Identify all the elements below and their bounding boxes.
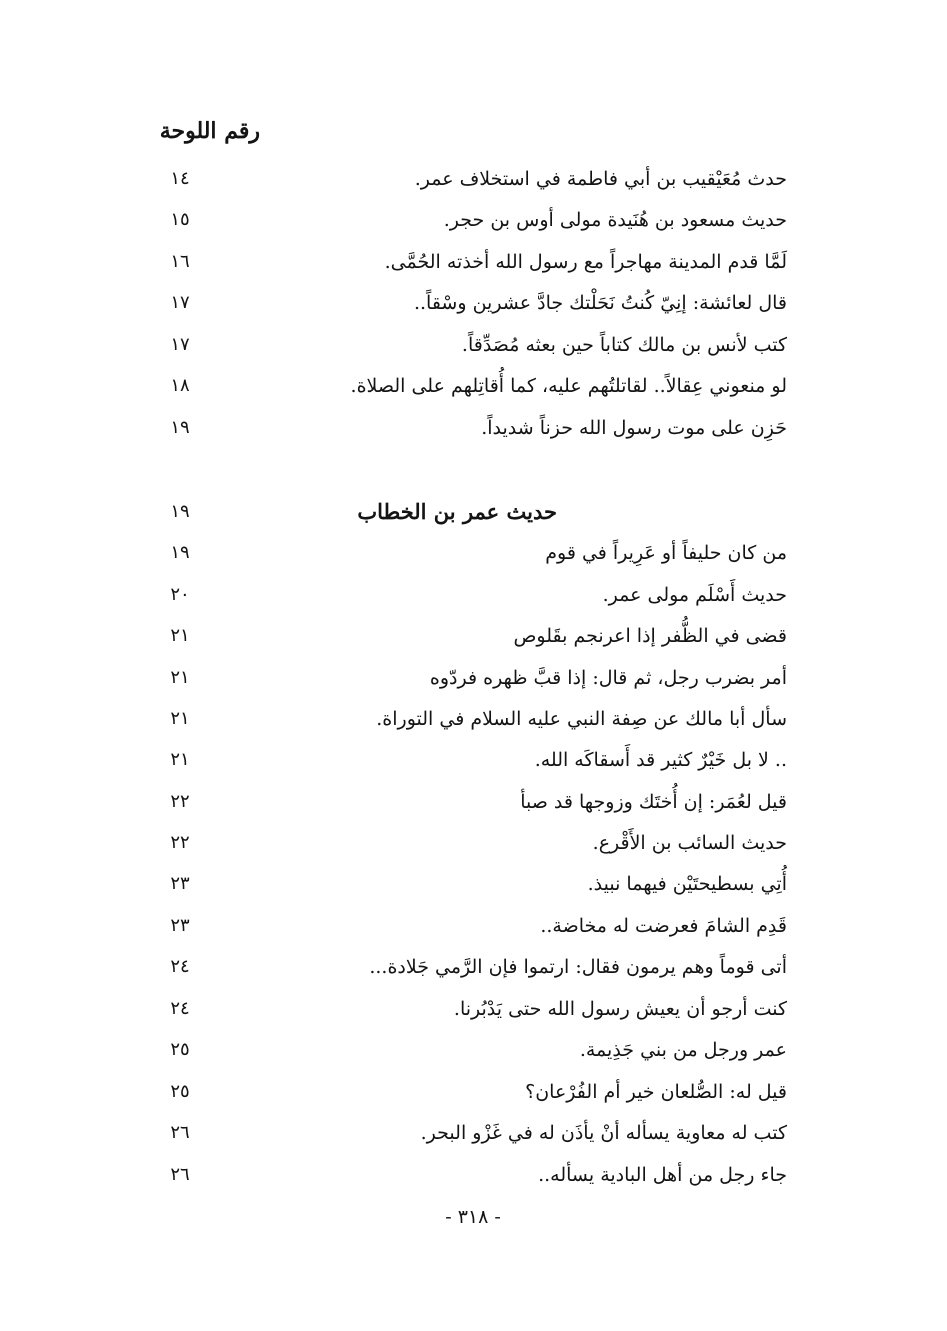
entry-title: أمر بضرب رجل، ثم قال: إذا قبَّ ظهره فردّوه — [429, 667, 787, 689]
entry-title: من كان حليفاً أو عَرِيراً في قوم — [545, 542, 787, 564]
entry-title: حدث مُعَيْقيب بن أبي فاطمة في استخلاف عمر. — [414, 168, 787, 190]
list-item — [0, 368, 947, 404]
list-item — [0, 202, 947, 238]
list-item — [0, 991, 947, 1027]
plate-number: ٢٥ — [170, 1081, 190, 1102]
list-item — [0, 410, 947, 446]
list-item — [0, 285, 947, 321]
entry-title: قال لعائشة: إنِيّ كُنتُ نَحَلْتك جادَّ عشرين وسْقاً.. — [413, 292, 787, 314]
entry-title: أتى قوماً وهم يرمون فقال: ارتموا فإن الرَّمي جَلادة... — [369, 956, 787, 978]
list-item — [0, 1074, 947, 1110]
plate-number: ٢٤ — [170, 998, 190, 1019]
plate-number: ٢٢ — [170, 791, 190, 812]
entry-title: حَزِن على موت رسول الله حزناً شديداً. — [481, 417, 787, 439]
list-item — [0, 701, 947, 737]
plate-number: ٢٥ — [170, 1039, 190, 1060]
entry-title: قَدِم الشامَ فعرضت له مخاضة.. — [540, 915, 787, 937]
entry-title: كنت أرجو أن يعيش رسول الله حتى يَدْبُرنا. — [453, 998, 787, 1020]
plate-number: ٢٤ — [170, 956, 190, 977]
plate-number: ٢٦ — [170, 1122, 190, 1143]
entry-title: عمر ورجل من بني جَذِيمة. — [579, 1039, 787, 1061]
list-item — [0, 825, 947, 861]
entry-title: كتب له معاوية يسأله أنْ يأذَن له في غَزْو البحر. — [420, 1122, 787, 1144]
entry-title: .. لا بل خَيْرٌ كثير قد أَسقاكَه الله. — [534, 749, 787, 771]
entry-title: كتب لأنس بن مالك كتاباً حين بعثه مُصَدِّقاً. — [461, 334, 787, 356]
entry-title: لو منعوني عِقالاً.. لقاتلتُهم عليه، كما أُقاتِلهم على الصلاة. — [350, 375, 787, 397]
list-item — [0, 1157, 947, 1193]
entry-title: قيل لعُمَر: إن أُختَك وزوجها قد صبأ — [520, 791, 787, 813]
entry-title: أُتِي بسطيحتَيْن فيهما نبيذ. — [587, 873, 787, 895]
column-heading: رقم اللوحة — [159, 118, 260, 144]
list-item — [0, 1032, 947, 1068]
entry-title: قضى في الظُّفر إذا اعرنجم بقَلوص — [513, 625, 787, 647]
entry-title: حديث السائب بن الأَقْرع. — [592, 832, 787, 854]
plate-number: ٢٣ — [170, 915, 190, 936]
list-item — [0, 535, 947, 571]
section-heading-row — [0, 494, 947, 530]
plate-number: ٢٦ — [170, 1164, 190, 1185]
list-item — [0, 327, 947, 363]
list-item — [0, 161, 947, 197]
plate-number: ١٧ — [170, 292, 190, 313]
entry-title: جاء رجل من أهل البادية يسأله.. — [538, 1164, 787, 1186]
entry-title: سأل أبا مالك عن صِفة النبي عليه السلام في التوراة. — [376, 708, 787, 730]
plate-number: ١٩ — [170, 501, 190, 522]
entry-title: قيل له: الصُّلعان خير أم الفُرْعان؟ — [525, 1081, 787, 1103]
entry-title: حديث أَسْلَم مولى عمر. — [602, 584, 787, 606]
list-item — [0, 577, 947, 613]
plate-number: ٢٢ — [170, 832, 190, 853]
plate-number: ١٤ — [170, 168, 190, 189]
plate-number: ١٩ — [170, 417, 190, 438]
entry-title: لَمَّا قدم المدينة مهاجراً مع رسول الله أخذته الحُمَّى. — [384, 251, 787, 273]
plate-number: ٢١ — [170, 667, 190, 688]
page-number: - ٣١٨ - — [445, 1206, 501, 1228]
list-item — [0, 949, 947, 985]
plate-number: ٢١ — [170, 749, 190, 770]
plate-number: ٢٣ — [170, 873, 190, 894]
plate-number: ١٨ — [170, 375, 190, 396]
plate-number: ٢٠ — [170, 584, 190, 605]
list-item — [0, 660, 947, 696]
plate-number: ٢١ — [170, 625, 190, 646]
list-item — [0, 618, 947, 654]
list-item — [0, 742, 947, 778]
plate-number: ١٩ — [170, 542, 190, 563]
plate-number: ١٥ — [170, 209, 190, 230]
plate-number: ١٧ — [170, 334, 190, 355]
list-item — [0, 784, 947, 820]
section-title: حديث عمر بن الخطاب — [357, 499, 557, 524]
list-item — [0, 244, 947, 280]
plate-number: ١٦ — [170, 251, 190, 272]
list-item — [0, 1115, 947, 1151]
plate-number: ٢١ — [170, 708, 190, 729]
list-item — [0, 866, 947, 902]
list-item — [0, 908, 947, 944]
entry-title: حديث مسعود بن هُنَيدة مولى أوس بن حجر. — [443, 209, 787, 231]
